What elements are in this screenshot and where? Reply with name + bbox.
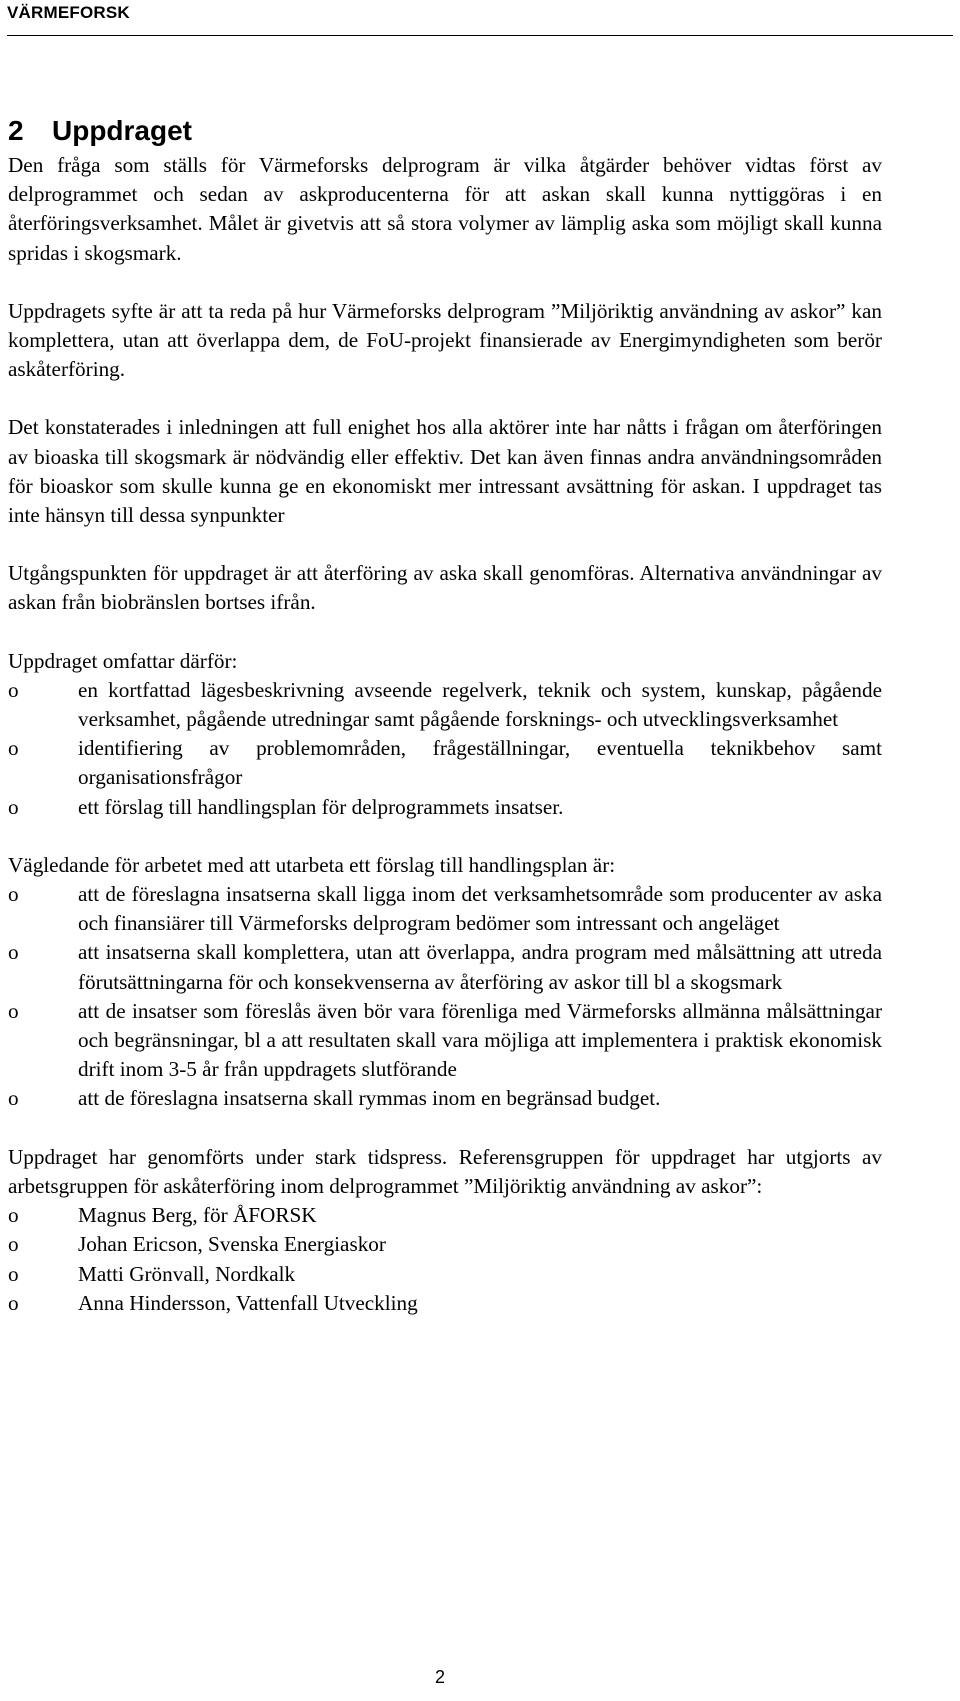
list-item: o att de föreslagna insatserna skall rymmas inom en begränsad budget. — [8, 1084, 882, 1113]
guidance-intro: Vägledande för arbetet med att utarbeta ett förslag till handlingsplan är: — [8, 852, 616, 877]
paragraph-consensus: Det konstaterades i inledningen att full enighet hos alla aktörer inte har nåtts i frågan om återföringen av bioaska till skogsmark är nödvändig eller effektiv. Det kan även finnas andra användningsområden för bioaskor som skulle kunna ge en ekonomiskt mer intressant avsättning för askan. I uppdraget tas inte hänsyn till dessa synpunkter — [8, 415, 882, 528]
bullet-icon: o — [8, 882, 19, 907]
bullet-icon: o — [8, 736, 19, 761]
list-item: o Magnus Berg, för ÅFORSK — [8, 1201, 882, 1230]
page-number: 2 — [434, 1667, 445, 1687]
bullet-icon: o — [8, 1232, 19, 1257]
page-body — [8, 113, 882, 1318]
paragraph-intro: Den fråga som ställs för Värmeforsks delprogram är vilka åtgärder behöver vidtas först av delprogrammet och sedan av askproducenterna för att askan skall kunna nyttiggöras i en återföringsverksamhet. Målet är givetvis att så stora volymer av lämplig aska som möjligt skall kunna spridas i skogsmark. — [8, 153, 882, 265]
list-item: o en kortfattad lägesbeskrivning avseende regelverk, teknik och system, kunskap, pågående verksamhet, pågående utredningar samt pågående forsknings- och utvecklingsverksamhet — [8, 677, 882, 732]
section-heading — [8, 113, 882, 149]
scope-intro: Uppdraget omfattar därför: — [8, 648, 238, 673]
guidance-list — [8, 880, 882, 1114]
bullet-icon: o — [8, 794, 19, 819]
paragraph-purpose: Uppdragets syfte är att ta reda på hur Värmeforsks delprogram ”Miljöriktig användning av askor” kan komplettera, utan att överlappa dem, de FoU-projekt finansierade av Energimyndigheten som berör askåterföring. — [8, 298, 882, 382]
list-item: o Anna Hindersson, Vattenfall Utveckling — [8, 1289, 882, 1318]
scope-list — [8, 676, 882, 822]
section-number: 2 — [8, 115, 24, 146]
list-item: o att de insatser som föreslås även bör vara förenliga med Värmeforsks allmänna målsättningar och begränsningar, bl a att resultaten skall vara möjliga att implementera i praktisk ekonomisk drift inom 3-5 år från uppdragets slutförande — [8, 998, 882, 1082]
list-item: o ett förslag till handlingsplan för delprogrammets insatser. — [8, 793, 882, 822]
list-item: o Johan Ericson, Svenska Energiaskor — [8, 1230, 882, 1259]
reference-members-list — [8, 1201, 882, 1318]
bullet-icon: o — [8, 1261, 19, 1286]
bullet-icon: o — [8, 1086, 19, 1111]
list-item: o Matti Grönvall, Nordkalk — [8, 1260, 882, 1289]
section-title: Uppdraget — [52, 115, 192, 146]
list-item: o att de föreslagna insatserna skall ligga inom det verksamhetsområde som producenter av aska och finansiärer till Värmeforsks delprogram bedömer som intressant och angeläget — [8, 882, 882, 936]
running-header: VÄRMEFORSK — [7, 3, 130, 22]
list-item: o identifiering av problemområden, frågeställningar, eventuella teknikbehov samt organisationsfrågor — [8, 736, 882, 790]
bullet-icon: o — [8, 677, 19, 702]
bullet-icon: o — [8, 940, 19, 965]
reference-intro: Uppdraget har genomförts under stark tidspress. Referensgruppen för uppdraget har utgjorts av arbetsgruppen för askåterföring inom delprogrammet ”Miljöriktig användning av askor”: — [8, 1144, 882, 1198]
bullet-icon: o — [8, 1203, 19, 1228]
paragraph-starting-point: Utgångspunkten för uppdraget är att återföring av aska skall genomföras. Alternativa användningar av askan från biobränslen bortses ifrån. — [8, 561, 882, 615]
list-item: o att insatserna skall komplettera, utan att överlappa, andra program med målsättning att utreda förutsättningarna för och konsekvenserna av återföring av askor till bl a skogsmark — [8, 940, 882, 994]
bullet-icon: o — [8, 998, 19, 1023]
bullet-icon: o — [8, 1290, 19, 1315]
header-rule — [7, 35, 953, 36]
